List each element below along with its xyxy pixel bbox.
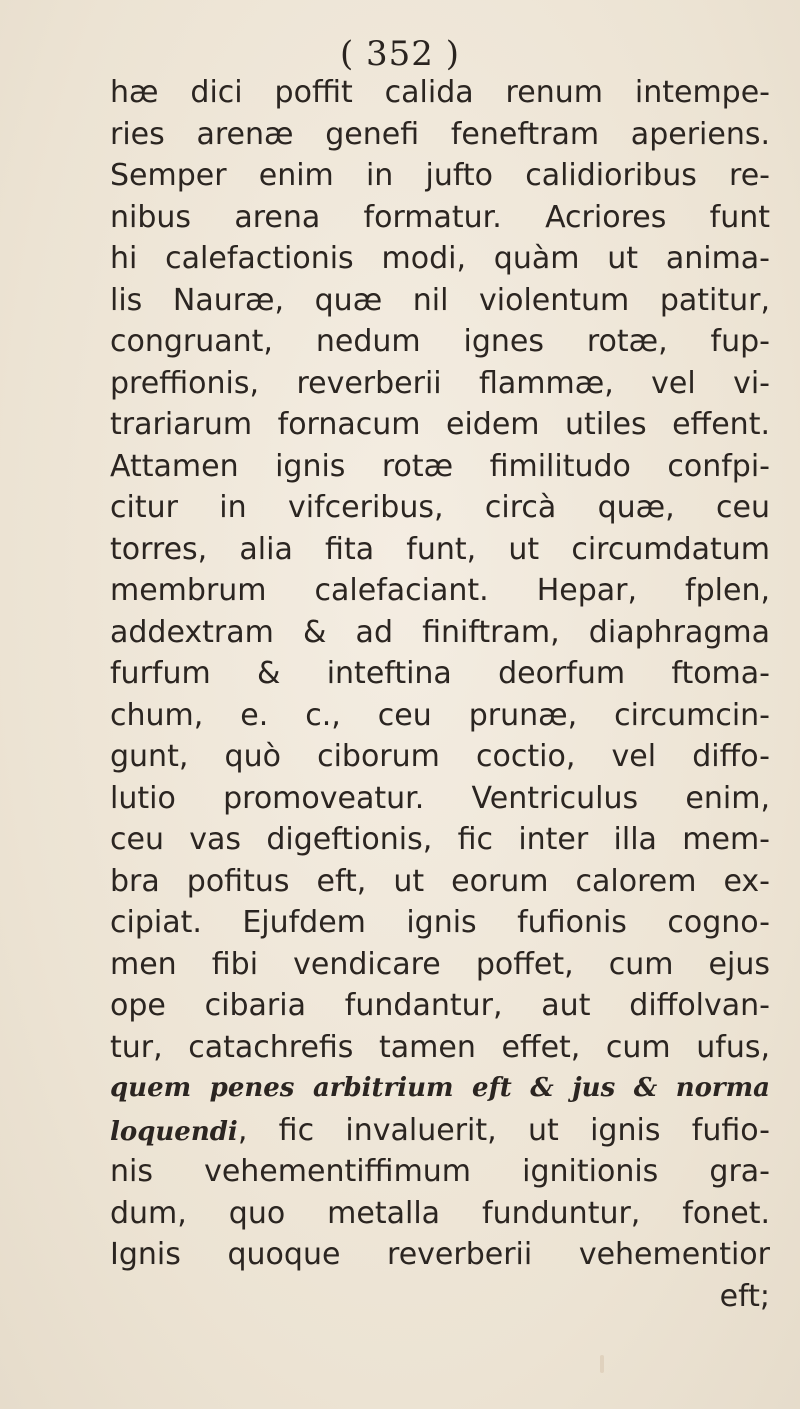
catchword: eft; xyxy=(719,1278,770,1314)
text-line: membrum calefaciant. Hepar, fplen, xyxy=(110,573,770,608)
text-line: torres, alia fita funt, ut circumdatum xyxy=(110,531,770,567)
mixed-line xyxy=(110,1110,770,1152)
text-line: furfum & inteftina deorfum ftoma- xyxy=(110,656,770,691)
text-line: gunt, quò ciborum coctio, vel diffo- xyxy=(110,739,770,774)
paper-mark xyxy=(600,1355,604,1373)
text-line: Semper enim in jufto calidioribus re- xyxy=(110,158,770,193)
text-line: citur in vifceribus, circà quæ, ceu xyxy=(110,490,770,525)
text-line: Ignis quoque reverberii vehementior xyxy=(110,1237,770,1272)
italic-quote-word: loquendi xyxy=(110,1116,238,1147)
text-line: preffionis, reverberii flammæ, vel vi- xyxy=(110,365,770,401)
text-line: trariarum fornacum eidem utiles effent. xyxy=(110,407,770,442)
text-line: cipiat. Ejufdem ignis fufionis cogno- xyxy=(110,905,770,940)
text-line: nibus arena formatur. Acriores funt xyxy=(110,199,770,235)
text-line: tur, catachrefis tamen effet, cum ufus, xyxy=(110,1029,770,1065)
text-line: ceu vas digeftionis, fic inter illa mem- xyxy=(110,822,770,857)
text-run: , fic invaluerit, ut ignis fufio- xyxy=(237,1112,770,1148)
text-line: Attamen ignis rotæ fimilitudo confpi- xyxy=(110,448,770,484)
body-text xyxy=(110,72,770,1317)
text-line: ries arenæ genefi feneftram aperiens. xyxy=(110,116,770,152)
text-line: hæ dici poffit calida renum intempe- xyxy=(110,75,770,110)
text-line: men fibi vendicare poffet, cum ejus xyxy=(110,946,770,982)
text-line: lutio promoveatur. Ventriculus enim, xyxy=(110,780,770,816)
text-line: chum, e. c., ceu prunæ, circumcin- xyxy=(110,697,770,733)
text-line: ope cibaria fundantur, aut diffolvan- xyxy=(110,988,770,1023)
page-number: ( 352 ) xyxy=(339,34,461,74)
italic-quote-line: quem penes arbitrium eft & jus & norma xyxy=(110,1073,770,1103)
text-line: nis vehementiffimum ignitionis gra- xyxy=(110,1154,770,1189)
text-line: congruant, nedum ignes rotæ, fup- xyxy=(110,324,770,359)
text-line: addextram & ad finiftram, diaphragma xyxy=(110,614,770,650)
text-line: lis Nauræ, quæ nil violentum patitur, xyxy=(110,282,770,318)
text-line: dum, quo metalla funduntur, fonet. xyxy=(110,1195,770,1231)
text-line: hi calefactionis modi, quàm ut anima- xyxy=(110,241,770,276)
text-line: bra pofitus eft, ut eorum calorem ex- xyxy=(110,863,770,899)
